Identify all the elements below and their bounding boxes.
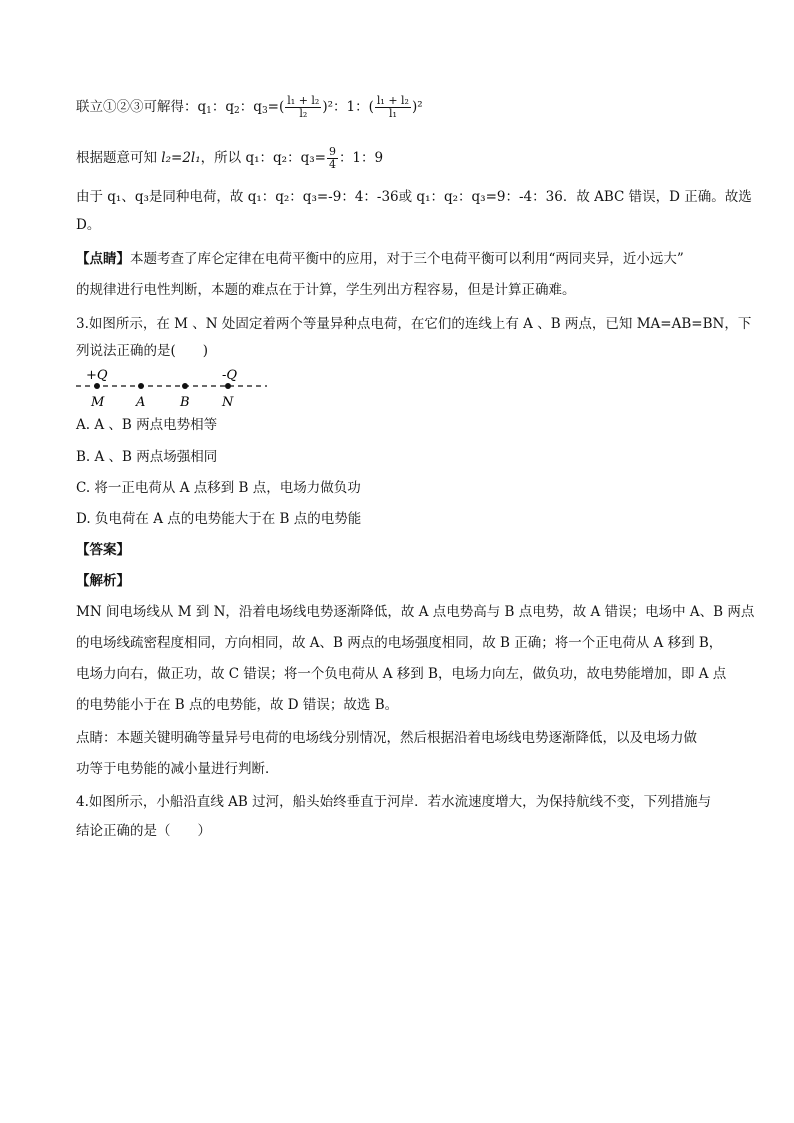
minus-q-label: -Q [222, 368, 238, 383]
comment-line-2: 的规律进行电性判断，本题的难点在于计算，学生列出方程容易，但是计算正确难。 [76, 282, 576, 298]
result-line-1 [76, 92, 423, 126]
subscript-3: 3 [261, 106, 268, 116]
analysis-line-3: 电场力向右，做正功，故 C 错误；将一个负电荷从 A 移到 B，电场力向左，做负功，故电势能增加，即 A 点 [76, 666, 727, 682]
note-line-2: 功等于电势能的减小量进行判断． [76, 761, 279, 777]
label-m: M [91, 395, 105, 410]
label-n: N [222, 395, 234, 410]
result-line-1-prefix: 联立①②③可解得：q [76, 99, 207, 115]
fraction-numerator: l₁ + l₂ [376, 94, 409, 107]
label-b: B [180, 395, 190, 410]
comment-text-1: 本题考查了库仑定律在电荷平衡中的应用，对于三个电荷平衡可以利用“两同夹异，近小远大” [130, 251, 684, 267]
question-3-line-2: 列说法正确的是( ) [76, 343, 209, 359]
answer-tag: 【答案】 [76, 542, 130, 558]
fraction-denominator: l₁ [375, 107, 411, 120]
option-b: B. A 、B 两点场强相同 [76, 449, 218, 465]
option-c: C. 将一正电荷从 A 点移到 B 点，电场力做负功 [76, 480, 361, 496]
analysis-line-2: 的电场线疏密程度相同，方向相同，故 A、B 两点的电场强度相同，故 B 正确；将一个正电荷从 A 移到 B， [76, 635, 723, 651]
label-a: A [136, 395, 146, 410]
plus-q-label: +Q [86, 368, 108, 383]
ratio-end: )² [411, 99, 423, 115]
analysis-line-1: MN 间电场线从 M 到 N，沿着电场线电势逐渐降低，故 A 点电势高与 B 点电势，故 A 错误；电场中 A、B 两点 [76, 604, 755, 620]
fraction-numerator: l₁ + l₂ [287, 94, 320, 107]
colon-text: ：q [211, 99, 235, 115]
question-4-line-1: 4.如图所示，小船沿直线 AB 过河，船头始终垂直于河岸．若水流速度增大，为保持航线不变，下列措施与 [76, 794, 712, 810]
point-n [225, 383, 231, 389]
point-a [138, 383, 144, 389]
subscript-2: 2 [234, 106, 240, 116]
fraction-l1-l2-over-l1 [375, 95, 411, 120]
result-line-4: D。 [76, 217, 101, 233]
fraction-l1-l2-over-l2 [285, 95, 321, 120]
result-line-2 [76, 144, 383, 172]
question-3-line-1: 3.如图所示，在 M 、N 处固定着两个等量异种点电荷，在它们的连线上有 A 、B 两点，已知 MA=AB=BN，下 [76, 316, 752, 332]
colon-q3: ：q [239, 99, 262, 115]
point-b [182, 383, 188, 389]
length-relation: l₂=2l₁ [161, 150, 201, 166]
subscript-1: 1 [206, 106, 212, 116]
question-4-line-2: 结论正确的是（ ） [76, 823, 211, 839]
result-line-3: 由于 q₁、q₃是同种电荷，故 q₁：q₂：q₃=-9：4：-36或 q₁：q₂：q₃=9：-4：36．故 ABC 错误，D 正确。故选 [76, 189, 752, 205]
line-2-end: ：1：9 [338, 150, 384, 166]
option-a: A. A 、B 两点电势相等 [76, 417, 218, 433]
line-2-mid: ，所以 q₁：q₂：q₃= [200, 150, 326, 166]
point-m [94, 383, 100, 389]
fraction-numerator: 9 [328, 145, 336, 158]
analysis-line-4: 的电势能小于在 B 点的电势能，故 D 错误；故选 B。 [76, 697, 399, 713]
comment-tag: 【点睛】 [76, 251, 130, 267]
analysis-tag: 【解析】 [76, 573, 130, 589]
fraction-denominator: l₂ [285, 107, 321, 120]
line-2-prefix: 根据题意可知 [76, 150, 157, 166]
equals-paren: =( [267, 99, 285, 115]
note-line-1: 点睛：本题关键明确等量异号电荷的电场线分别情况，然后根据沿着电场线电势逐渐降低，以及电场力做 [76, 730, 697, 746]
fraction-9-over-4 [327, 146, 338, 171]
ratio-middle: )²：1：( [322, 99, 374, 115]
option-d: D. 负电荷在 A 点的电势能大于在 B 点的电势能 [76, 511, 362, 527]
comment-line-1 [76, 250, 684, 268]
fraction-denominator: 4 [328, 158, 336, 171]
charges-diagram [74, 366, 269, 410]
